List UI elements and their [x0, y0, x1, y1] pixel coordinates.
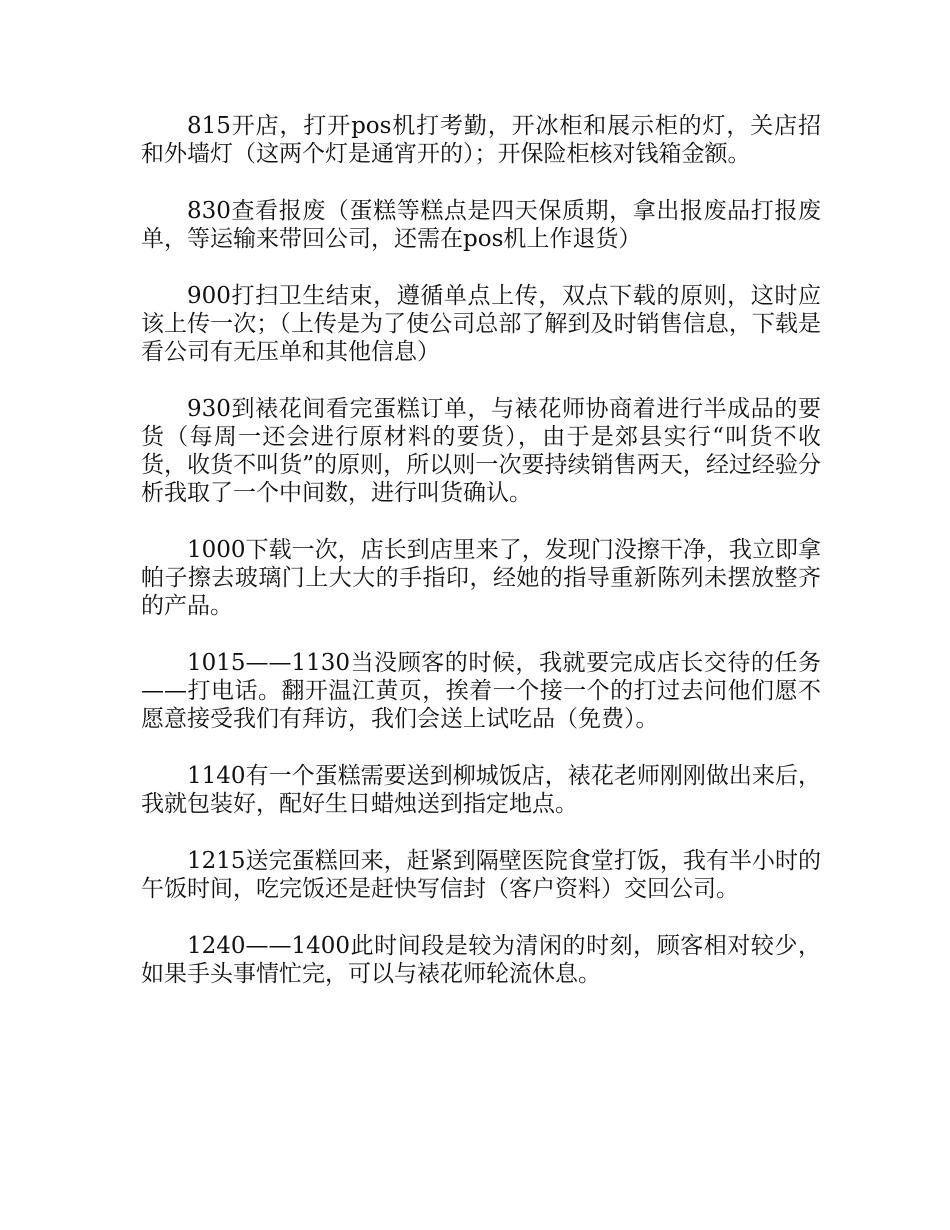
paragraph-1000-download: 1000下载一次，店长到店里来了，发现门没擦干净，我立即拿帕子擦去玻璃门上大大的手指印，经她的指导重新陈列未摆放整齐的产品。 [141, 537, 821, 619]
paragraph-1215-lunch: 1215送完蛋糕回来，赶紧到隔壁医院食堂打饭，我有半小时的午饭时间，吃完饭还是赶快写信封（客户资料）交回公司。 [141, 848, 821, 902]
paragraph-0815-open-store: 815开店，打开pos机打考勤，开冰柜和展示柜的灯，关店招和外墙灯（这两个灯是通宵开的）；开保险柜核对钱箱金额。 [141, 113, 821, 167]
paragraph-1240-rest: 1240——1400此时间段是较为清闲的时刻，顾客相对较少，如果手头事情忙完，可以与裱花师轮流休息。 [141, 933, 821, 987]
paragraph-1140-cake-delivery: 1140有一个蛋糕需要送到柳城饭店，裱花老师刚刚做出来后，我就包装好，配好生日蜡烛送到指定地点。 [141, 763, 821, 817]
paragraph-0830-check-expired: 830查看报废（蛋糕等糕点是四天保质期，拿出报废品打报废单，等运输来带回公司，还需在pos机上作退货） [141, 198, 821, 252]
paragraph-0900-cleaning-upload: 900打扫卫生结束，遵循单点上传，双点下载的原则，这时应该上传一次；（上传是为了使公司总部了解到及时销售信息，下载是看公司有无压单和其他信息） [141, 283, 821, 365]
document-page [141, 112, 821, 1017]
paragraph-1015-phone-calls: 1015——1130当没顾客的时候，我就要完成店长交待的任务——打电话。翻开温江黄页，挨着一个接一个的打过去问他们愿不愿意接受我们有拜访，我们会送上试吃品（免费）。 [141, 650, 821, 732]
paragraph-0930-cake-orders: 930到裱花间看完蛋糕订单，与裱花师协商着进行半成品的要货（每周一还会进行原材料的要货），由于是郊县实行“叫货不收货，收货不叫货”的原则，所以则一次要持续销售两天，经过经验分析我取了一个中间数，进行叫货确认。 [141, 396, 821, 506]
